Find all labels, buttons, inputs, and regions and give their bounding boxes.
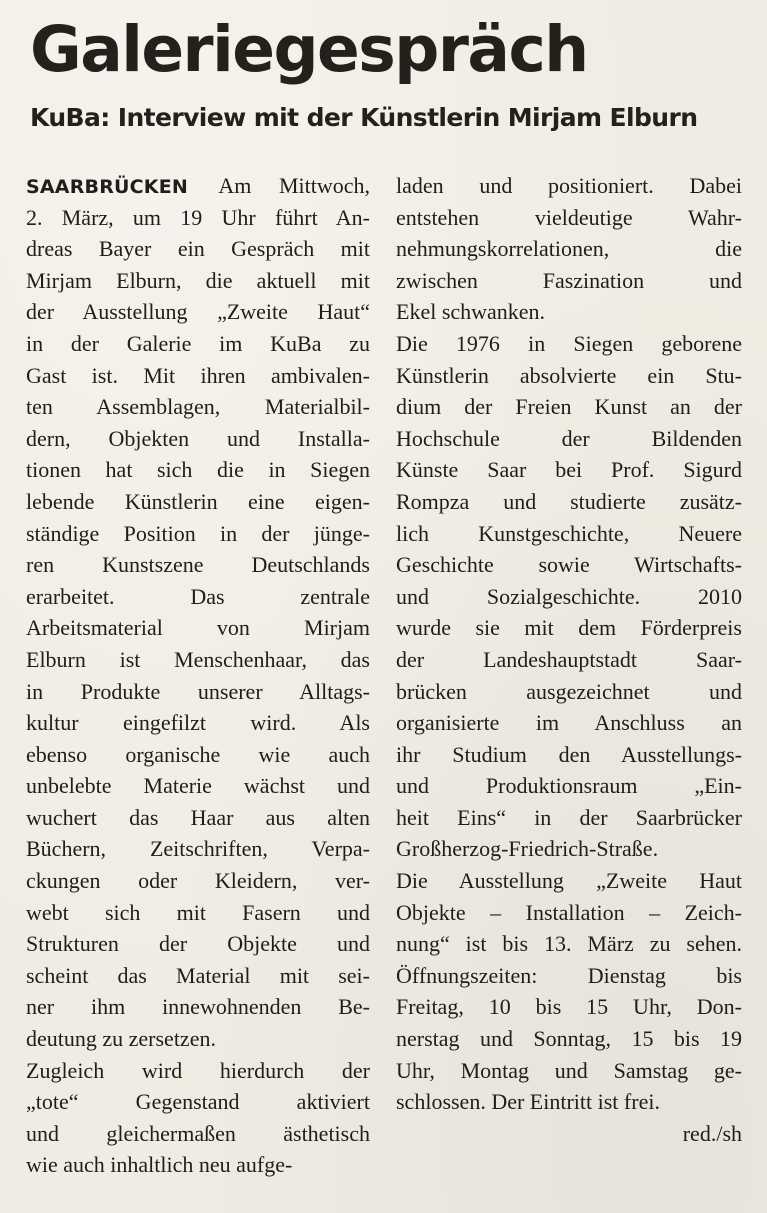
text-line: und gleichermaßen ästhetisch (26, 1120, 370, 1146)
dateline: SAARBRÜCKEN (26, 176, 189, 198)
text-line: Freitag, 10 bis 15 Uhr, Don- (396, 994, 742, 1020)
text-line: Mirjam Elburn, die aktuell mit (26, 267, 370, 293)
text-line: ihr Studium den Ausstellungs- (396, 741, 742, 767)
column-right-lines (396, 170, 742, 1149)
text-line: Arbeitsmaterial von Mirjam (26, 615, 370, 641)
text-line: organisierte im Anschluss an (396, 710, 742, 736)
text-line: Künste Saar bei Prof. Sigurd (396, 457, 742, 483)
first-line (26, 170, 370, 202)
text-line: Die Ausstellung „Zweite Haut (396, 868, 742, 894)
text-line: lich Kunstgeschichte, Neuere (396, 520, 742, 546)
text-line: Geschichte sowie Wirtschafts- (396, 552, 742, 578)
text-line: wie auch inhaltlich neu aufge- (26, 1152, 293, 1178)
text-line: Gast ist. Mit ihren ambivalen- (26, 362, 370, 388)
text-line: Ekel schwanken. (396, 299, 546, 325)
text-line: „tote“ Gegenstand aktiviert (26, 1089, 370, 1115)
text-line: zwischen Faszination und (396, 267, 742, 293)
text-line: ten Assemblagen, Materialbil- (26, 394, 370, 420)
text-line: Büchern, Zeitschriften, Verpa- (26, 836, 370, 862)
text-line: Strukturen der Objekte und (26, 931, 370, 957)
text-line: schlossen. Der Eintritt ist frei. (396, 1089, 660, 1115)
text-line: laden und positioniert. Dabei (396, 173, 742, 198)
text-line: tionen hat sich die in Siegen (26, 457, 370, 483)
article-column-right (396, 170, 742, 1149)
text-line: ckungen oder Kleidern, ver- (26, 868, 370, 894)
text-line: dreas Bayer ein Gespräch mit (26, 236, 370, 262)
text-line: ebenso organische wie auch (26, 741, 370, 767)
text-line: dium der Freien Kunst an der (396, 394, 742, 420)
text-line: ständige Position in der jünge- (26, 520, 370, 546)
text-line: wuchert das Haar aus alten (26, 804, 370, 830)
text-line: ner ihm innewohnenden Be- (26, 994, 370, 1020)
text-line: red./sh (682, 1120, 742, 1146)
text-line: in Produkte unserer Alltags- (26, 678, 370, 704)
text-line: Objekte – Installation – Zeich- (396, 899, 742, 925)
text-line: nung“ ist bis 13. März zu sehen. (396, 931, 742, 957)
text-line: und Produktionsraum „Ein- (396, 773, 742, 799)
text-line: nehmungskorrelationen, die (396, 236, 742, 262)
text-line: deutung zu zersetzen. (26, 1026, 216, 1052)
text-line: 2. März, um 19 Uhr führt An- (26, 204, 370, 230)
subheadline: KuBa: Interview mit der Künstlerin Mirjam Elburn (30, 103, 698, 132)
text-line: webt sich mit Fasern und (26, 899, 370, 925)
text-line: unbelebte Materie wächst und (26, 773, 370, 799)
text-line: Großherzog-Friedrich-Straße. (396, 836, 659, 862)
text-line: nerstag und Sonntag, 15 bis 19 (396, 1026, 742, 1052)
text-line: Die 1976 in Siegen geborene (396, 330, 742, 356)
text-line: heit Eins“ in der Saarbrücker (396, 804, 742, 830)
text-line: Hochschule der Bildenden (396, 425, 742, 451)
text-line: kultur eingefilzt wird. Als (26, 710, 370, 736)
text-line: wurde sie mit dem Förderpreis (396, 615, 742, 641)
text-line: Rompza und studierte zusätz- (396, 488, 742, 514)
text-line: der Landeshauptstadt Saar- (396, 646, 742, 672)
text-line: der Ausstellung „Zweite Haut“ (26, 299, 370, 325)
text-line: entstehen vieldeutige Wahr- (396, 204, 742, 230)
text-line: scheint das Material mit sei- (26, 962, 370, 988)
article-column-left (26, 170, 370, 1181)
text-line: Öffnungszeiten: Dienstag bis (396, 962, 742, 988)
text-line: in der Galerie im KuBa zu (26, 330, 370, 356)
column-left-lines (26, 202, 370, 1181)
text-line: dern, Objekten und Installa- (26, 425, 370, 451)
text-line: Uhr, Montag und Samstag ge- (396, 1057, 742, 1083)
text-line: lebende Künstlerin eine eigen- (26, 488, 370, 514)
text-line: und Sozialgeschichte. 2010 (396, 583, 742, 609)
first-line-text: Am Mittwoch, (218, 173, 370, 198)
text-line: ren Kunstszene Deutschlands (26, 552, 370, 578)
text-line: Elburn ist Menschenhaar, das (26, 646, 370, 672)
text-line: erarbeitet. Das zentrale (26, 583, 370, 609)
text-line: brücken ausgezeichnet und (396, 678, 742, 704)
text-line: Künstlerin absolvierte ein Stu- (396, 362, 742, 388)
headline: Galeriegespräch (30, 13, 588, 86)
text-line: Zugleich wird hierdurch der (26, 1057, 370, 1083)
